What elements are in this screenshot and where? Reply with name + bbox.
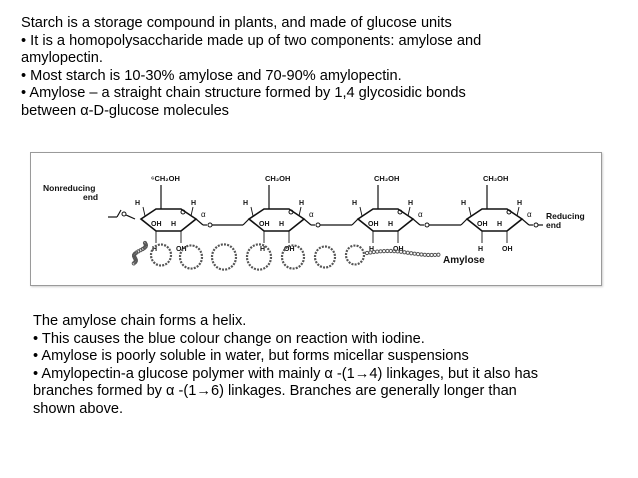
helix-line: • This causes the blue colour change on reaction with iodine. xyxy=(33,330,425,347)
helix-bead xyxy=(386,249,389,252)
helix-bead xyxy=(379,250,382,253)
hydrogen-label: H xyxy=(352,200,358,207)
ch2oh-label: ⁶CH₂OH xyxy=(151,174,180,183)
hydrogen-label: H xyxy=(408,200,414,207)
helix-line: shown above. xyxy=(33,400,124,417)
hydrogen-label: H xyxy=(191,200,197,207)
hydrogen-label: H xyxy=(478,246,484,253)
hydrogen-label: H xyxy=(152,246,158,253)
glycosidic-bond xyxy=(522,219,529,225)
helix-line: • Amylose is poorly soluble in water, but forms micellar suspensions xyxy=(33,348,469,365)
oxygen-atom xyxy=(316,223,320,227)
hydrogen-label: H xyxy=(369,246,375,253)
hydroxyl-label: OH xyxy=(284,246,295,253)
helix-loop xyxy=(212,244,236,269)
glycosidic-bond xyxy=(461,219,467,225)
glycosidic-bond xyxy=(117,210,121,217)
hydrogen-label: H xyxy=(497,221,503,228)
hydroxyl-label: OH xyxy=(393,246,404,253)
hydrogen-label: H xyxy=(388,221,394,228)
helix-line: The amylose chain forms a helix. xyxy=(33,313,247,329)
amylose-structure-diagram xyxy=(30,152,602,286)
helix-bead xyxy=(423,253,426,256)
hydroxyl-label: OH xyxy=(176,246,187,253)
glucose-ring xyxy=(249,209,304,231)
ch2oh-label: CH₂OH xyxy=(265,174,291,183)
hydrogen-label: H xyxy=(243,200,249,207)
glycosidic-bond xyxy=(304,219,311,225)
substituent-bond xyxy=(360,207,362,216)
helix-line: • Amylopectin-a glucose polymer with mainly α -(1→4) linkages, but it also has xyxy=(33,365,539,382)
helix-bead xyxy=(430,253,433,256)
helix-loop xyxy=(315,247,335,268)
hydrogen-label: H xyxy=(461,200,467,207)
helix-text xyxy=(33,313,538,419)
glycosidic-bond xyxy=(196,219,203,225)
glycosidic-bond xyxy=(243,219,249,225)
hydrogen-label: H xyxy=(171,221,177,228)
helix-loop xyxy=(151,245,171,266)
helix-bead xyxy=(420,253,423,256)
nonreducing-end-label: Nonreducing xyxy=(43,183,96,193)
helix-bead xyxy=(406,251,409,254)
helix-loop xyxy=(346,246,364,265)
helix-bead xyxy=(433,253,436,256)
helix-bead xyxy=(427,253,430,256)
helix-bead xyxy=(389,249,392,252)
helix-bead xyxy=(376,250,379,253)
glycosidic-bond xyxy=(352,219,358,225)
alpha-label: α xyxy=(527,210,532,219)
hydrogen-label: H xyxy=(260,246,266,253)
oxygen-atom xyxy=(534,223,538,227)
intro-text xyxy=(21,15,481,121)
oxygen-atom xyxy=(122,212,126,216)
nonreducing-end-label: end xyxy=(83,192,99,202)
alpha-label: α xyxy=(309,210,314,219)
helix-line: branches formed by α -(1→6) linkages. Branches are generally longer than xyxy=(33,383,517,400)
helix-bead xyxy=(410,252,413,255)
glycosidic-bond xyxy=(413,219,420,225)
substituent-bond xyxy=(143,207,145,216)
glucose-ring xyxy=(467,209,522,231)
helix-bead xyxy=(403,251,406,254)
substituent-bond xyxy=(191,207,193,216)
glucose-ring xyxy=(358,209,413,231)
ch2oh-label: CH₂OH xyxy=(374,174,400,183)
intro-line: between α-D-glucose molecules xyxy=(21,102,229,119)
hydroxyl-label: OH xyxy=(477,221,488,228)
helix-bead xyxy=(437,253,440,256)
substituent-bond xyxy=(299,207,301,216)
substituent-bond xyxy=(469,207,471,216)
hydrogen-label: H xyxy=(135,200,141,207)
helix-bead xyxy=(413,252,416,255)
helix-bead xyxy=(416,253,419,256)
hydrogen-label: H xyxy=(279,221,285,228)
intro-line: Starch is a storage compound in plants, and made of glucose units xyxy=(21,15,452,31)
helix-bead xyxy=(365,251,368,254)
glucose-ring xyxy=(141,209,196,231)
helix-bead xyxy=(382,250,385,253)
hydrogen-label: H xyxy=(299,200,305,207)
glycosidic-bond xyxy=(126,215,135,219)
hydroxyl-label: OH xyxy=(259,221,270,228)
alpha-label: α xyxy=(418,210,423,219)
intro-line: • Most starch is 10-30% amylose and 70-90% amylopectin. xyxy=(21,67,402,84)
reducing-end-label: Reducing xyxy=(546,211,585,221)
ch2oh-label: CH₂OH xyxy=(483,174,509,183)
amylose-label: Amylose xyxy=(443,255,485,266)
amylose-structure-svg xyxy=(31,153,601,285)
hydrogen-label: H xyxy=(517,200,523,207)
intro-line: • It is a homopolysaccharide made up of two components: amylose and xyxy=(21,32,482,49)
alpha-label: α xyxy=(201,210,206,219)
substituent-bond xyxy=(251,207,253,216)
substituent-bond xyxy=(517,207,519,216)
oxygen-atom xyxy=(208,223,212,227)
reducing-end-label: end xyxy=(546,220,562,230)
hydroxyl-label: OH xyxy=(151,221,162,228)
intro-line: • Amylose – a straight chain structure formed by 1,4 glycosidic bonds xyxy=(21,85,466,102)
substituent-bond xyxy=(408,207,410,216)
hydroxyl-label: OH xyxy=(502,246,513,253)
intro-line: amylopectin. xyxy=(21,50,103,67)
hydroxyl-label: OH xyxy=(368,221,379,228)
oxygen-atom xyxy=(425,223,429,227)
helix-loop xyxy=(247,244,271,269)
